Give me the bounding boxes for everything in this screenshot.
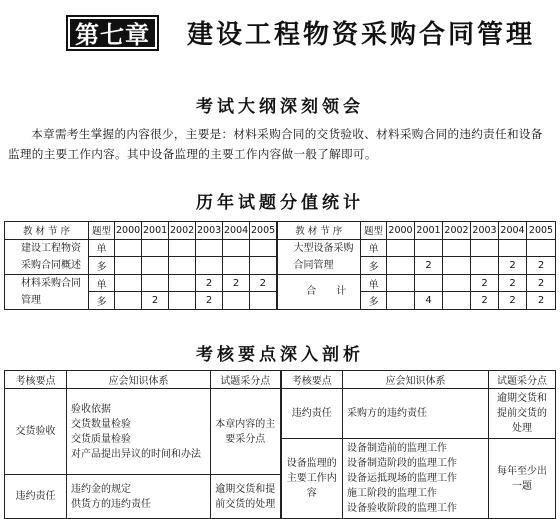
header-year: 2003 xyxy=(471,222,499,240)
score-cell xyxy=(443,257,471,275)
type-cell: 多 xyxy=(361,257,387,275)
score-cell xyxy=(250,257,277,275)
header-knowledge: 应会知识体系 xyxy=(67,371,211,389)
total-name-cell xyxy=(277,274,361,309)
header-year: 2004 xyxy=(499,222,527,240)
score-cell xyxy=(169,274,196,292)
key-points-heading: 考核要点深入剖析 xyxy=(196,345,364,365)
score-cell xyxy=(499,239,527,257)
score-cell xyxy=(142,274,169,292)
knowledge-item: 设备运抵现场的监理工作 xyxy=(347,473,457,484)
points-header-row xyxy=(5,371,556,389)
chapter-title: 建设工程物资采购合同管理 xyxy=(187,20,536,50)
section-name-line: 管理 xyxy=(21,294,41,306)
chapter-label: 第七章 xyxy=(66,15,159,51)
type-cell: 多 xyxy=(89,292,115,310)
header-knowledge: 应会知识体系 xyxy=(343,371,489,389)
intro-paragraph: 本章需考生掌握的内容很少，主要是：材料采购合同的交货验收、材料采购合同的违约责任和设备监理的主要工作内容。其中设备监理的主要工作内容做一般了解即可。 xyxy=(8,127,543,161)
score-cell xyxy=(223,239,250,257)
score-stats-heading: 历年试题分值统计 xyxy=(196,193,364,213)
knowledge-cell xyxy=(67,389,211,475)
header-year: 2000 xyxy=(115,222,142,240)
knowledge-item: 设备制造阶段的监理工作 xyxy=(347,458,457,469)
score-cell: 2 xyxy=(223,274,250,292)
point-cell: 违约责任 xyxy=(281,389,343,439)
header-year: 2004 xyxy=(223,222,250,240)
knowledge-cell xyxy=(343,389,489,439)
score-point-cell: 本章内容的主要采分点 xyxy=(211,389,281,475)
exam-outline-heading: 考试大纲深刻领会 xyxy=(196,97,364,117)
score-cell: 2 xyxy=(527,292,556,310)
score-cell: 2 xyxy=(499,257,527,275)
stats-row xyxy=(5,274,556,292)
header-section: 教 材 节 序 xyxy=(5,222,89,240)
score-cell xyxy=(443,239,471,257)
section-name-cell xyxy=(5,274,89,309)
score-cell: 2 xyxy=(250,274,277,292)
header-score: 试题采分点 xyxy=(489,371,556,389)
score-cell xyxy=(142,257,169,275)
header-year: 2001 xyxy=(415,222,443,240)
score-cell xyxy=(387,239,415,257)
score-cell xyxy=(196,257,223,275)
score-point-cell: 逾期交货和提前交货的处理 xyxy=(489,389,556,439)
header-year: 2000 xyxy=(387,222,415,240)
header-year: 2001 xyxy=(142,222,169,240)
type-cell: 单 xyxy=(89,274,115,292)
knowledge-item: 施工阶段的监理工作 xyxy=(347,488,437,499)
header-year: 2005 xyxy=(527,222,556,240)
score-cell: 2 xyxy=(499,292,527,310)
score-cell xyxy=(443,274,471,292)
knowledge-cell xyxy=(67,475,211,519)
knowledge-item: 对产品提出异议的时间和办法 xyxy=(71,448,201,460)
score-point-cell: 每年至少出一题 xyxy=(489,439,556,519)
header-section: 教 材 节 序 xyxy=(277,222,361,240)
type-cell: 多 xyxy=(361,292,387,310)
header-type: 题型 xyxy=(89,222,115,240)
section-name-line: 大型设备采购 xyxy=(293,242,354,254)
score-cell xyxy=(415,239,443,257)
score-cell: 2 xyxy=(471,274,499,292)
section-name-cell xyxy=(277,239,361,274)
score-cell: 2 xyxy=(499,274,527,292)
knowledge-item: 交货数量检验 xyxy=(71,418,131,430)
knowledge-item: 设备制造前的监理工作 xyxy=(347,443,447,454)
score-cell: 2 xyxy=(415,257,443,275)
section-name-line: 材料采购合同 xyxy=(21,277,81,289)
score-stats-table xyxy=(4,221,556,310)
score-cell xyxy=(115,292,142,310)
score-cell xyxy=(115,239,142,257)
score-cell xyxy=(471,239,499,257)
score-cell xyxy=(169,239,196,257)
point-cell: 交货验收 xyxy=(5,389,67,475)
score-cell xyxy=(142,239,169,257)
score-cell: 2 xyxy=(527,257,556,275)
score-cell xyxy=(250,292,277,310)
score-cell xyxy=(223,292,250,310)
score-cell xyxy=(250,239,277,257)
knowledge-item: 采购方的违约责任 xyxy=(347,408,427,419)
header-year: 2002 xyxy=(443,222,471,240)
score-point-cell: 逾期交货和提前交货的处理 xyxy=(211,475,281,519)
header-point: 考核要点 xyxy=(281,371,343,389)
section-name-line: 合 计 xyxy=(306,286,347,298)
score-cell: 2 xyxy=(196,274,223,292)
section-name-line: 采购合同概述 xyxy=(21,259,81,271)
score-cell xyxy=(223,257,250,275)
header-year: 2002 xyxy=(169,222,196,240)
knowledge-item: 交货质量检验 xyxy=(71,433,131,445)
score-cell xyxy=(196,239,223,257)
header-point: 考核要点 xyxy=(5,371,67,389)
section-name-line: 建设工程物资 xyxy=(21,242,81,254)
score-cell: 4 xyxy=(415,292,443,310)
score-cell xyxy=(387,274,415,292)
key-points-table xyxy=(4,370,556,519)
stats-row xyxy=(5,239,556,257)
header-score: 试题采分点 xyxy=(211,371,281,389)
score-cell: 2 xyxy=(142,292,169,310)
score-cell xyxy=(443,292,471,310)
score-cell xyxy=(415,274,443,292)
type-cell: 多 xyxy=(89,257,115,275)
knowledge-cell xyxy=(343,439,489,519)
point-cell: 设备监理的主要工作内容 xyxy=(281,439,343,519)
score-cell xyxy=(115,257,142,275)
score-cell xyxy=(115,274,142,292)
score-cell: 2 xyxy=(196,292,223,310)
score-cell xyxy=(471,257,499,275)
section-name-cell xyxy=(5,239,89,274)
knowledge-item: 违约金的规定 xyxy=(71,483,131,495)
type-cell: 单 xyxy=(361,274,387,292)
score-cell xyxy=(387,257,415,275)
chapter-header xyxy=(66,14,535,51)
type-cell: 单 xyxy=(89,239,115,257)
header-year: 2005 xyxy=(250,222,277,240)
score-cell xyxy=(169,257,196,275)
knowledge-item: 验收依据 xyxy=(71,403,111,415)
score-cell: 2 xyxy=(527,274,556,292)
stats-header-row xyxy=(5,222,556,240)
section-name-line: 合同管理 xyxy=(293,259,334,271)
score-cell xyxy=(387,292,415,310)
type-cell: 单 xyxy=(361,239,387,257)
knowledge-item: 供货方的违约责任 xyxy=(71,498,151,510)
header-type: 题型 xyxy=(361,222,387,240)
header-year: 2003 xyxy=(196,222,223,240)
score-cell: 2 xyxy=(471,292,499,310)
points-row xyxy=(5,389,556,439)
score-cell xyxy=(169,292,196,310)
point-cell: 违约责任 xyxy=(5,475,67,519)
score-cell xyxy=(527,239,556,257)
knowledge-item: 设备验收阶段的监理工作 xyxy=(347,503,457,514)
